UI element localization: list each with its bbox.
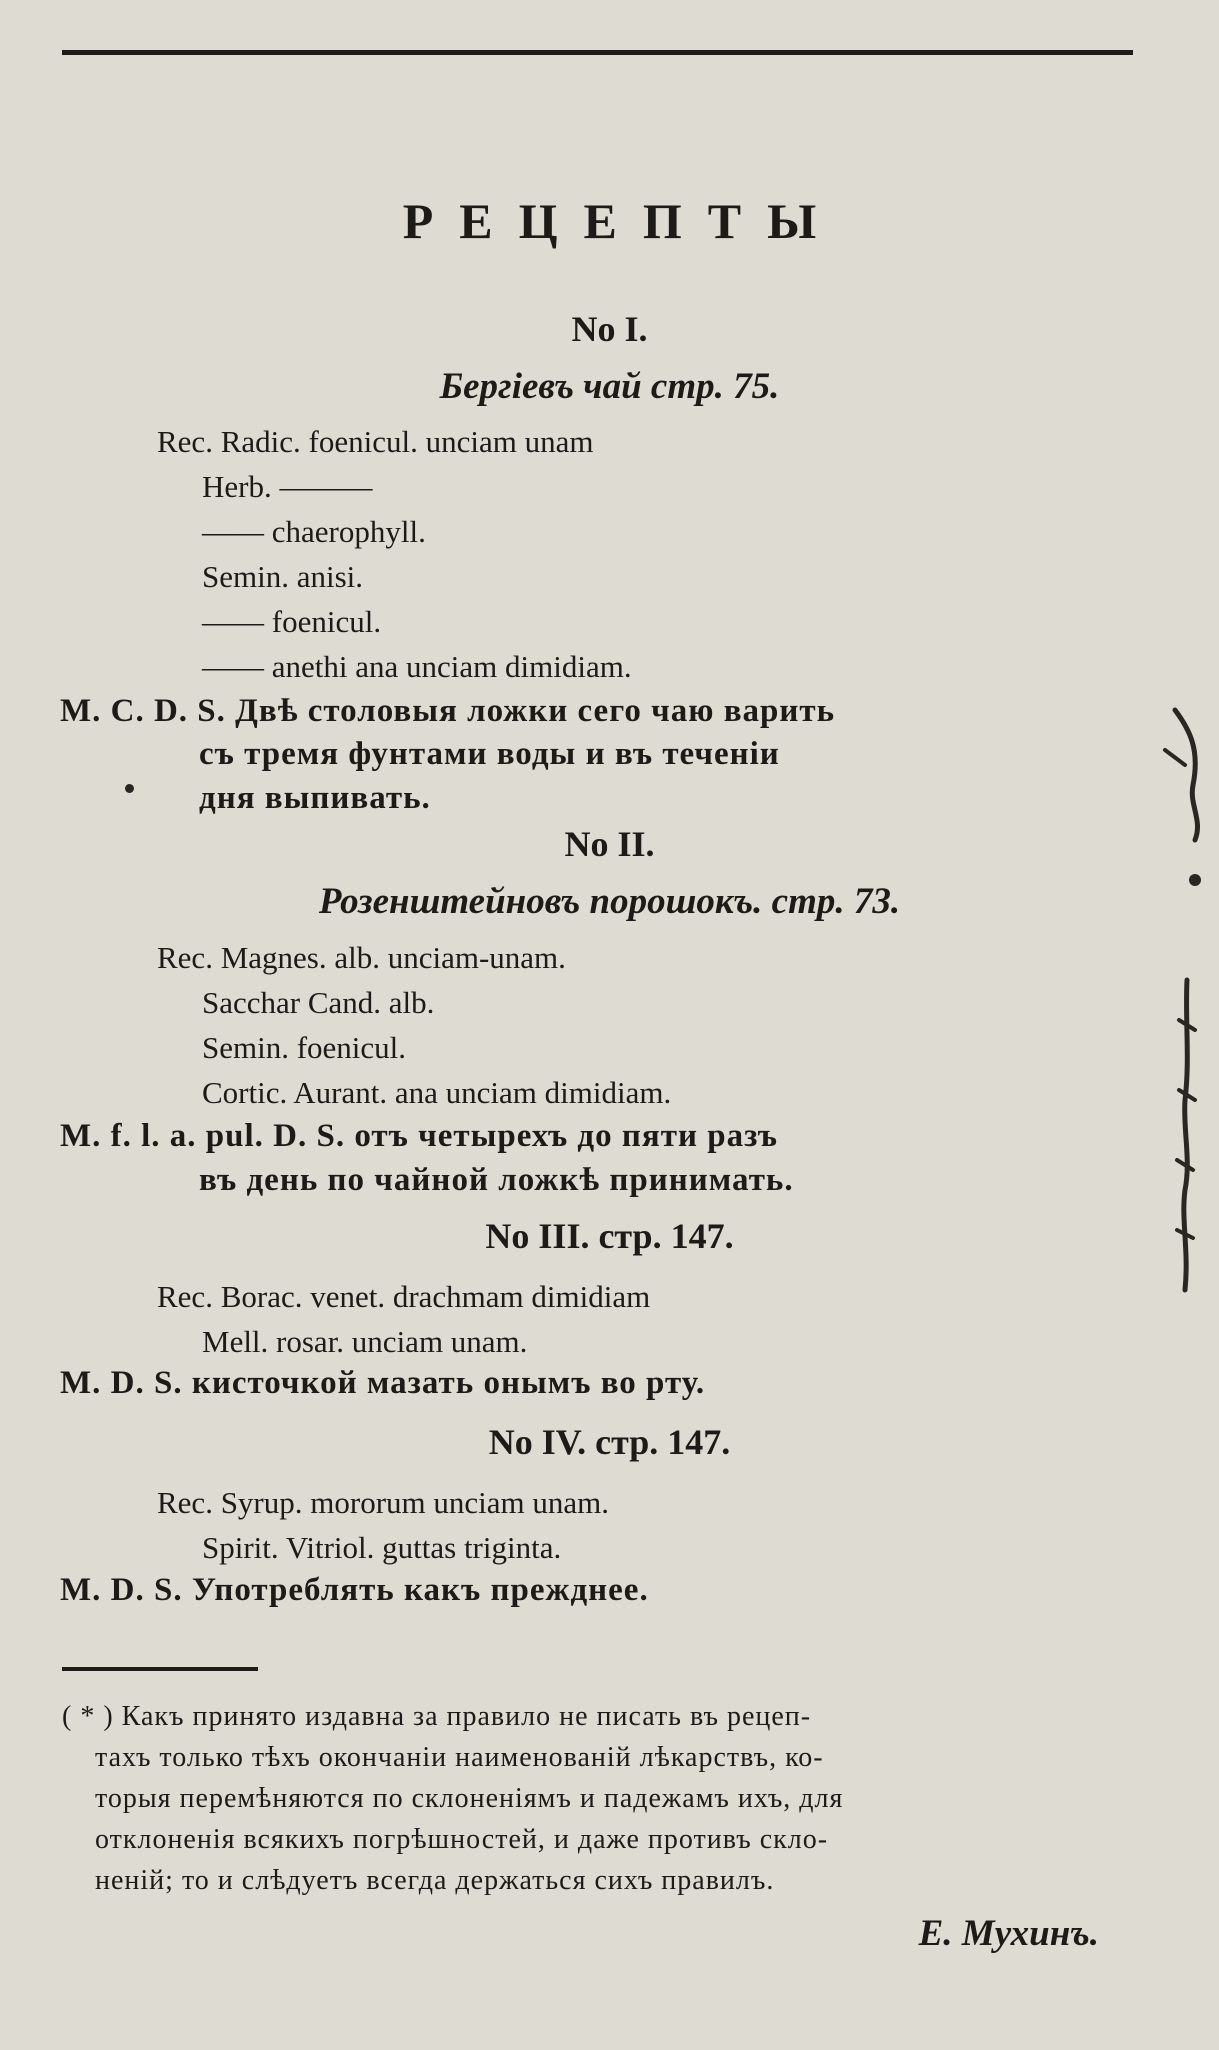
footnote-line: торыя перемѣняются по склоненіямъ и падежамъ ихъ, для — [95, 1783, 844, 1814]
handwritten-margin-note — [1145, 690, 1215, 1310]
top-rule — [62, 50, 1133, 55]
recipe-2-rec-line: Rec. Magnes. alb. unciam-unam. — [157, 940, 566, 975]
recipe-1-directions: M. C. D. S. Двѣ столовыя ложки сего чаю варить — [60, 693, 836, 729]
page-title: РЕЦЕПТЫ — [402, 193, 843, 249]
recipe-1-heading: Бергіевъ чай стр. 75. — [439, 366, 780, 407]
recipe-2-rec-line: Semin. foenicul. — [202, 1030, 407, 1065]
recipe-2-directions: въ день по чайной ложкѣ принимать. — [199, 1162, 794, 1198]
recipe-1-number: No I. — [571, 309, 648, 349]
recipe-4-directions: M. D. S. Употреблять какъ прежднее. — [60, 1572, 649, 1608]
footnote-line: отклоненія всякихъ погрѣшностей, и даже противъ скло- — [95, 1824, 829, 1855]
ink-dot — [125, 784, 134, 793]
recipe-3-number: No III. стр. 147. — [485, 1216, 734, 1256]
footnote-rule — [62, 1667, 258, 1671]
recipe-3-rec-line: Rec. Borac. venet. drachmam dimidiam — [157, 1279, 651, 1314]
recipe-2-number: No II. — [564, 824, 655, 864]
recipe-1-rec-line: Semin. anisi. — [202, 559, 364, 594]
signature: Е. Мухинъ. — [918, 1913, 1099, 1954]
recipe-2-rec-line: Sacchar Cand. alb. — [202, 985, 435, 1020]
footnote-line: тахъ только тѣхъ окончаніи наименованій лѣкарствъ, ко- — [95, 1742, 824, 1773]
recipe-1-directions: съ тремя фунтами воды и въ теченіи — [199, 736, 780, 772]
recipe-2-directions: M. f. l. a. pul. D. S. отъ четырехъ до пяти разъ — [60, 1118, 779, 1154]
recipe-4-number: No IV. стр. 147. — [488, 1422, 731, 1462]
recipe-2-rec-line: Cortic. Aurant. ana unciam dimidiam. — [202, 1075, 672, 1110]
recipe-1-rec-line: Rec. Radic. foenicul. unciam unam — [157, 424, 594, 459]
recipe-3-rec-line: Mell. rosar. unciam unam. — [202, 1324, 528, 1359]
recipe-1-rec-line: —— foenicul. — [202, 604, 382, 639]
recipe-1-directions: дня выпивать. — [199, 780, 431, 816]
recipe-2-heading: Розенштейновъ порошокъ. стр. 73. — [318, 881, 901, 922]
recipe-4-rec-line: Spirit. Vitriol. guttas triginta. — [202, 1530, 562, 1565]
footnote-line: ( * ) Какъ принято издавна за правило не писать въ рецеп- — [62, 1701, 812, 1732]
recipe-1-rec-line: —— chaerophyll. — [202, 514, 426, 549]
recipe-1-rec-line: —— anethi ana unciam dimidiam. — [202, 649, 632, 684]
footnote-line: неній; то и слѣдуетъ всегда держаться сихъ правилъ. — [95, 1865, 775, 1896]
recipe-4-rec-line: Rec. Syrup. mororum unciam unam. — [157, 1485, 609, 1520]
recipe-3-directions: M. D. S. кисточкой мазать онымъ во рту. — [60, 1365, 706, 1401]
recipe-1-rec-line: Herb. ——— — [202, 469, 373, 504]
